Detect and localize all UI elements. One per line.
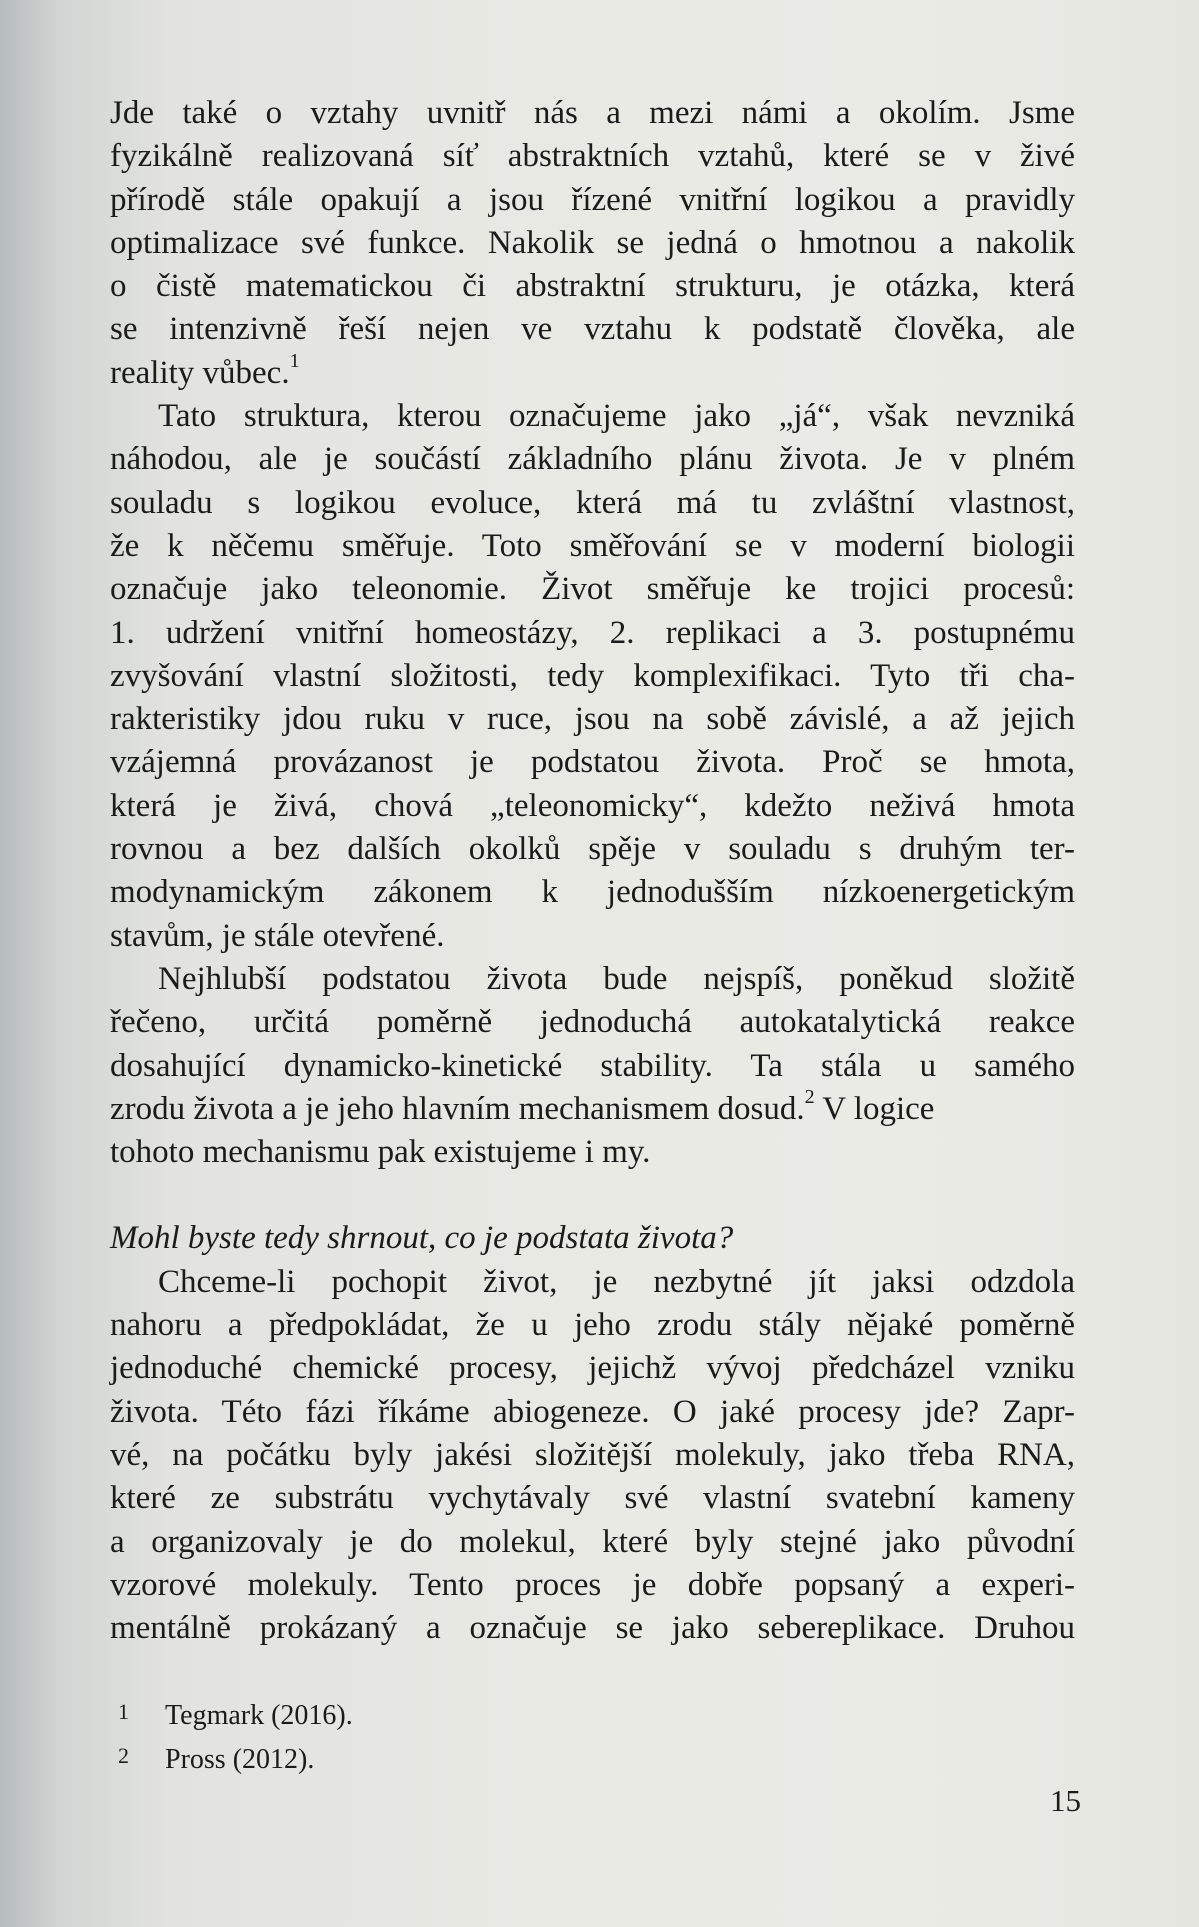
text-line: vzájemná provázanost je podstatou života. Proč se hmota, [110, 744, 1075, 781]
section-gap [110, 1174, 1075, 1217]
text-line: se intenzivně řeší nejen ve vztahu k podstatě člověka, ale [110, 311, 1075, 348]
text-line: označuje jako teleonomie. Život směřuje ke trojici procesů: [110, 571, 1075, 608]
text-line: že k něčemu směřuje. Toto směřování se v moderní biologii [110, 527, 1075, 564]
text-fragment: V logice [814, 1090, 935, 1127]
text-line: vzorové molekuly. Tento proces je dobře popsaný a experi- [110, 1566, 1075, 1603]
interview-question: Mohl byste tedy shrnout, co je podstata života? [110, 1220, 734, 1257]
footnote-item [118, 1692, 353, 1736]
text-line: fyzikálně realizovaná síť abstraktních vztahů, které se v živé [110, 138, 1075, 175]
text-line: Jde také o vztahy uvnitř nás a mezi námi a okolím. Jsme [110, 95, 1075, 131]
text-line: mentálně prokázaný a označuje se jako sebereplikace. Druhou [110, 1610, 1075, 1647]
footnote-ref-1: 1 [289, 349, 300, 372]
text-line: Nejhlubší podstatou života bude nejspíš, poněkud složitě [158, 960, 1075, 997]
text-line: Tato struktura, kterou označujeme jako „já“, však nevzniká [158, 398, 1075, 435]
text-line: 1. udržení vnitřní homeostázy, 2. replikaci a 3. postupnému [110, 614, 1075, 651]
text-line: optimalizace své funkce. Nakolik se jedná o hmotnou a nakolik [110, 224, 1075, 261]
footnotes [118, 1692, 353, 1780]
text-line: přírodě stále opakují a jsou řízené vnitřní logikou a pravidly [110, 181, 1075, 218]
page-number: 15 [1050, 1783, 1081, 1818]
text-line: života. Této fázi říkáme abiogeneze. O jaké procesy jde? Zapr- [110, 1393, 1075, 1430]
book-page-text [110, 92, 1075, 1650]
footnote-text: Tegmark (2016). [165, 1700, 353, 1731]
footnote-ref-2: 2 [804, 1085, 815, 1108]
text-line: která je živá, chová „teleonomicky“, kdežto neživá hmota [110, 787, 1075, 824]
footnote-text: Pross (2012). [165, 1744, 315, 1775]
text-fragment: reality vůbec. [110, 354, 290, 391]
text-line: dosahující dynamicko-kinetické stability. Ta stála u samého [110, 1047, 1075, 1084]
text-line: náhodou, ale je součástí základního plánu života. Je v plném [110, 441, 1075, 478]
text-line [110, 349, 1075, 395]
text-line: zvyšování vlastní složitosti, tedy komplexifikaci. Tyto tři cha- [110, 657, 1075, 694]
text-line: jednoduché chemické procesy, jejichž vývoj předcházel vzniku [110, 1350, 1075, 1387]
text-line: vé, na počátku byly jakési složitější molekuly, jako třeba RNA, [110, 1436, 1075, 1473]
footnote-item [118, 1736, 353, 1780]
text-line: rakteristiky jdou ruku v ruce, jsou na sobě závislé, a až jejich [110, 701, 1075, 738]
text-line: Chceme-li pochopit život, je nezbytné jít jaksi odzdola [158, 1263, 1075, 1300]
text-line: které ze substrátu vychytávaly své vlastní svatební kameny [110, 1480, 1075, 1517]
text-line: rovnou a bez dalších okolků spěje v souladu s druhým ter- [110, 831, 1075, 868]
footnote-number: 2 [118, 1743, 129, 1768]
text-line: tohoto mechanismu pak existujeme i my. [110, 1134, 651, 1171]
text-line [110, 1085, 1075, 1131]
text-line: nahoru a předpokládat, že u jeho zrodu stály nějaké poměrně [110, 1307, 1075, 1344]
footnote-number: 1 [118, 1699, 129, 1724]
text-line: stavům, je stále otevřené. [110, 917, 445, 954]
page-gutter-shadow [0, 0, 60, 1927]
text-line: modynamickým zákonem k jednodušším nízkoenergetickým [110, 874, 1075, 911]
text-line: o čistě matematickou či abstraktní strukturu, je otázka, která [110, 268, 1075, 305]
text-line: souladu s logikou evoluce, která má tu zvláštní vlastnost, [110, 484, 1075, 521]
text-fragment: zrodu života a je jeho hlavním mechanismem dosud. [110, 1090, 805, 1127]
text-line: řečeno, určitá poměrně jednoduchá autokatalytická reakce [110, 1004, 1075, 1041]
text-line: a organizovaly je do molekul, které byly stejné jako původní [110, 1523, 1075, 1560]
